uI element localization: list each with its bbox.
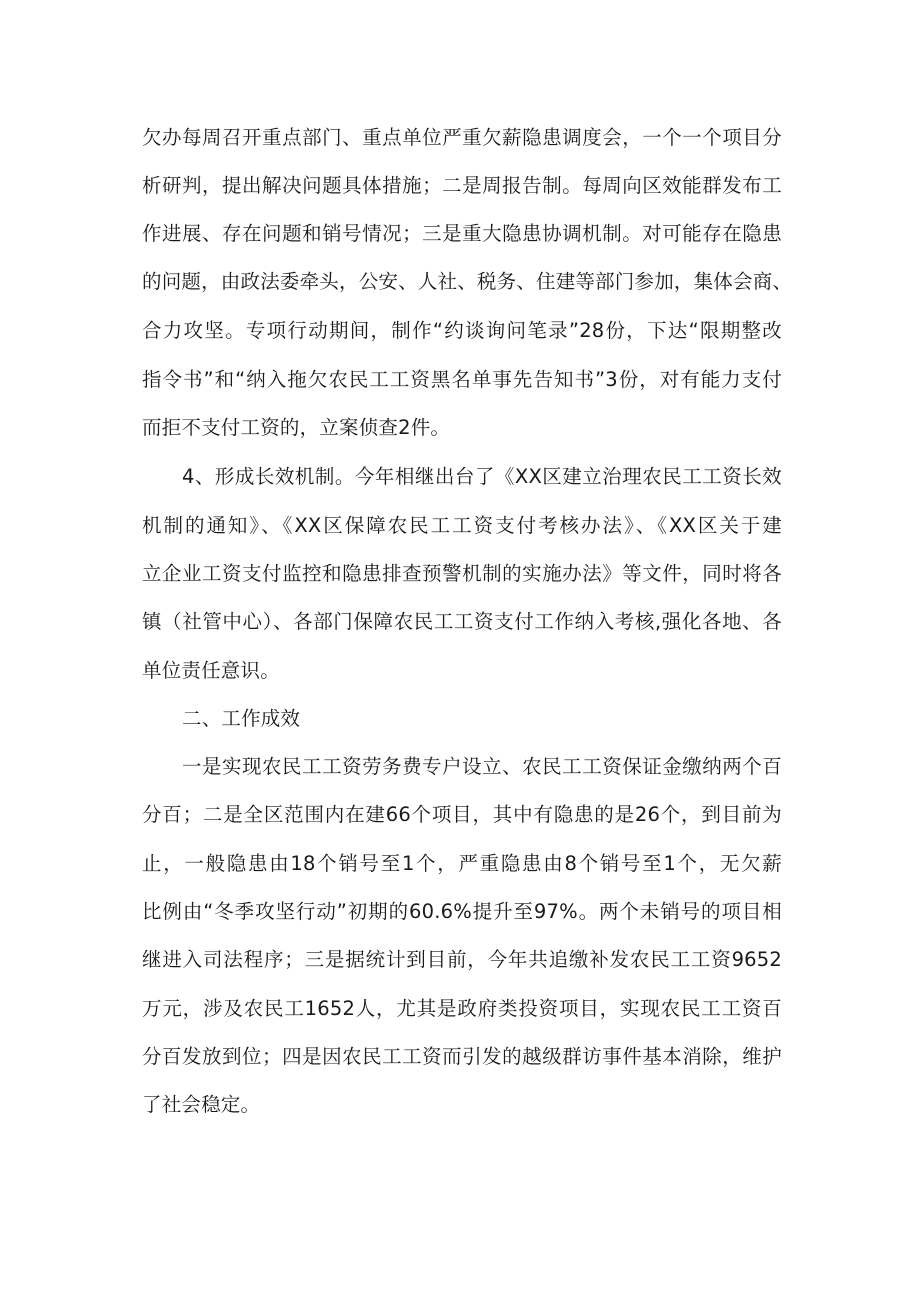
text-line: 镇（社管中心）、各部门保障农民工工资支付工作纳入考核,强化各地、各 xyxy=(142,610,782,633)
text-line: 合力攻坚。专项行动期间，制作“约谈询问笔录”28份，下达“限期整改 xyxy=(142,319,782,342)
text-line: 的问题，由政法委牵头，公安、人社、税务、住建等部门参加，集体会商、 xyxy=(142,270,793,293)
text-line: 立企业工资支付监控和隐患排查预警机制的实施办法》等文件，同时将各 xyxy=(142,562,782,585)
text-line: 万元，涉及农民工1652人，尤其是政府类投资项目，实现农民工工资百 xyxy=(142,997,782,1020)
text-line: 单位责任意识。 xyxy=(142,659,280,682)
text-line: 比例由“冬季攻坚行动”初期的60.6%提升至97%。两个未销号的项目相 xyxy=(142,900,782,923)
text-line: 分百；二是全区范围内在建66个项目，其中有隐患的是26个，到目前为 xyxy=(142,803,782,826)
text-line: 析研判，提出解决问题具体措施；二是周报告制。每周向区效能群发布工 xyxy=(142,174,782,197)
text-line: 止，一般隐患由18个销号至1个，严重隐患由8个销号至1个，无欠薪 xyxy=(142,852,782,875)
section-title: 二、工作成效 xyxy=(182,707,301,730)
text-line: 指令书”和“纳入拖欠农民工工资黑名单事先告知书”3份，对有能力支付 xyxy=(142,368,782,391)
text-line: 4、形成长效机制。今年相继出台了《XX区建立治理农民工工资长效 xyxy=(182,465,782,488)
text-line: 欠办每周召开重点部门、重点单位严重欠薪隐患调度会，一个一个项目分 xyxy=(142,126,782,149)
text-line: 继进入司法程序；三是据统计到目前，今年共追缴补发农民工工资9652 xyxy=(142,948,782,971)
text-line: 机制的通知》、《XX区保障农民工工资支付考核办法》、《XX区关于建 xyxy=(142,514,782,537)
text-line: 一是实现农民工工资劳务费专户设立、农民工工资保证金缴纳两个百 xyxy=(182,755,782,778)
text-line: 了社会稳定。 xyxy=(142,1093,261,1116)
text-line: 作进展、存在问题和销号情况；三是重大隐患协调机制。对可能存在隐患 xyxy=(142,222,782,245)
text-line: 而拒不支付工资的，立案侦查2件。 xyxy=(142,416,451,439)
text-line: 分百发放到位；四是因农民工工资而引发的越级群访事件基本消除，维护 xyxy=(142,1045,782,1068)
